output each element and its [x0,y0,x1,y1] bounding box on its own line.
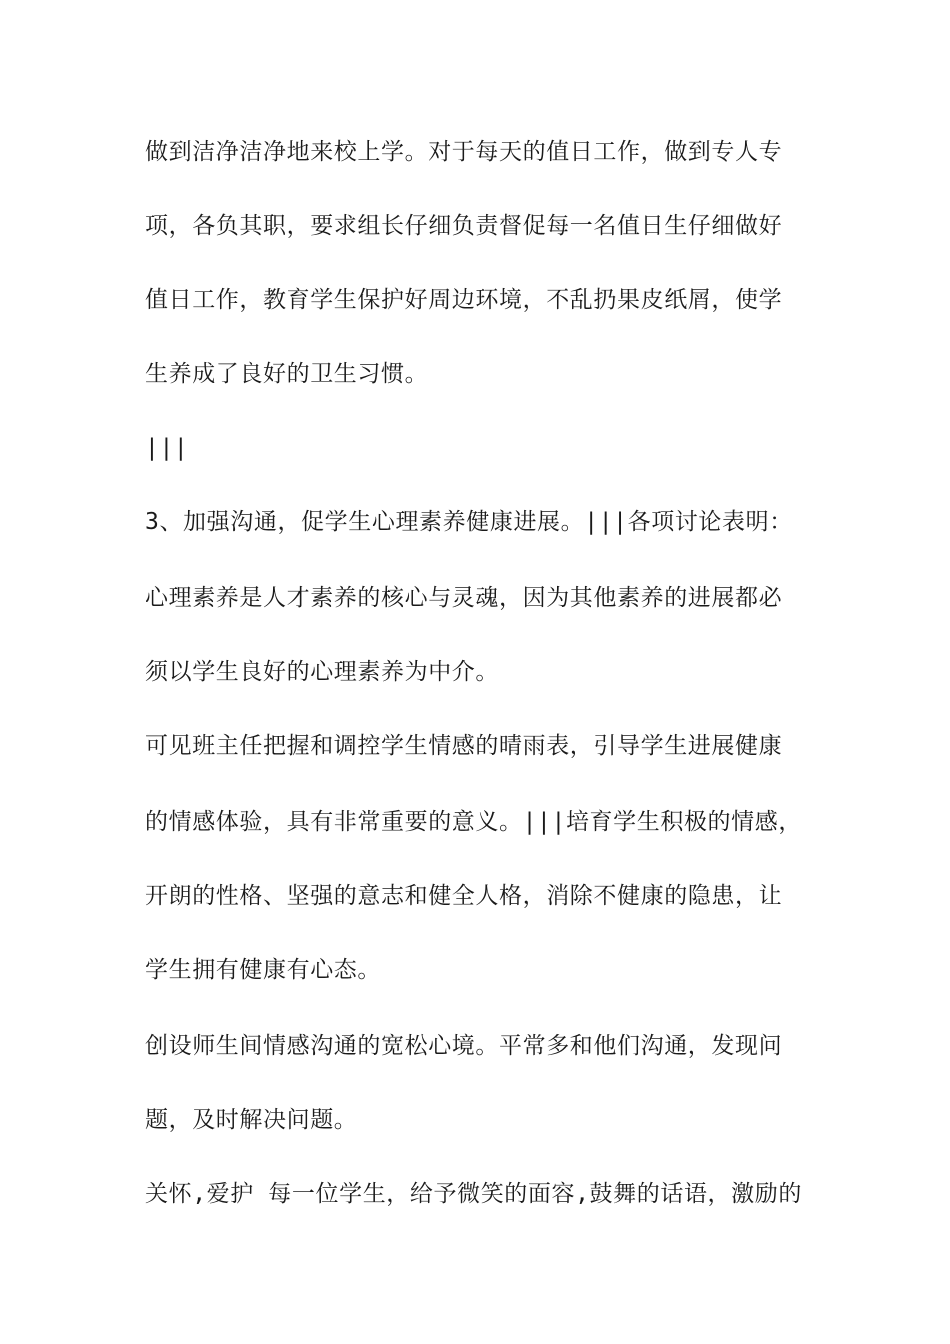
text-line: 创设师生间情感沟通的宽松心境。平常多和他们沟通，发现问 [145,1033,783,1059]
text-line: 关怀,爱护 每一位学生，给予微笑的面容,鼓舞的话语，激励的 [145,1181,802,1207]
text-line: ||| [145,435,189,461]
text-line: 项，各负其职，要求组长仔细负责督促每一名值日生仔细做好 [145,213,783,239]
section-heading: 3、加强沟通，促学生心理素养健康进展。|||各项讨论表明： [145,509,793,535]
text-line: 开朗的性格、坚强的意志和健全人格，消除不健康的隐患，让 [145,883,783,909]
text-line: 学生拥有健康有心态。 [145,957,381,983]
text-line: 题，及时解决问题。 [145,1107,358,1133]
text-line: 心理素养是人才素养的核心与灵魂，因为其他素养的进展都必 [145,585,783,611]
text-line: 值日工作，教育学生保护好周边环境，不乱扔果皮纸屑，使学 [145,287,783,313]
text-line: 可见班主任把握和调控学生情感的晴雨表，引导学生进展健康 [145,733,783,759]
text-line: 的情感体验，具有非常重要的意义。|||培育学生积极的情感， [145,809,802,835]
text-line: 做到洁净洁净地来校上学。对于每天的值日工作，做到专人专 [145,139,783,165]
text-line: 须以学生良好的心理素养为中介。 [145,659,499,685]
text-line: 生养成了良好的卫生习惯。 [145,361,429,387]
